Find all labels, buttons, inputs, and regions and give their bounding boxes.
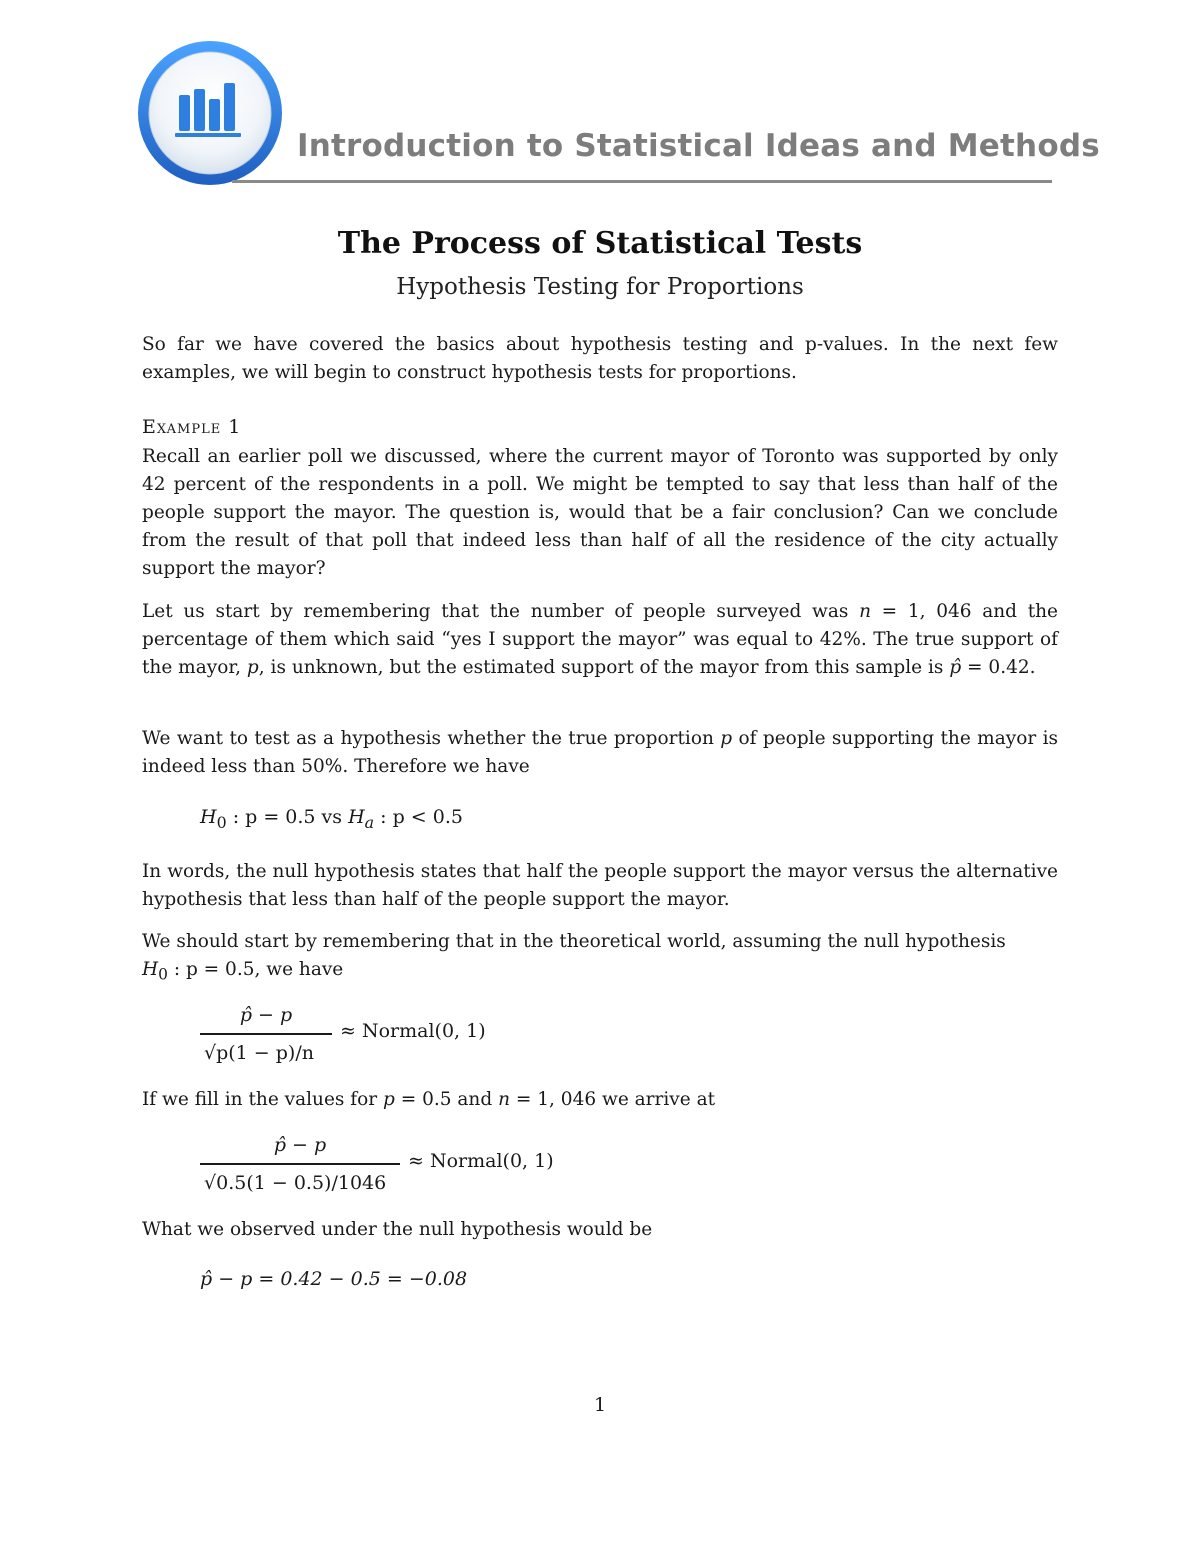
equation-standardized — [200, 1004, 520, 1074]
fraction-bar — [200, 1163, 400, 1165]
document-subtitle: Hypothesis Testing for Proportions — [396, 274, 804, 300]
paragraph-hypothesis: We want to test as a hypothesis whether the true proportion p of people supporting the mayor is indeed less than 50%. Therefore we have — [142, 728, 1058, 777]
document-title: The Process of Statistical Tests — [337, 226, 863, 261]
paragraph-theoretical: We should start by remembering that in the theoretical world, assuming the null hypothesis $H_0$ : p = 0.5, we have — [142, 931, 1006, 984]
equation-rhs: ≈ Normal(0, 1) — [408, 1150, 554, 1172]
equation-filled — [200, 1134, 580, 1204]
paragraph-fill-values: If we fill in the values for p = 0.5 and n = 1, 046 we arrive at — [142, 1089, 716, 1110]
paragraph-in-words: In words, the null hypothesis states that half the people support the mayor versus the alternative hypothesis that less than half of the people support the mayor. — [142, 861, 1058, 910]
hypothesis-equation: $H_0$ : p = 0.5 vs $H_a$ : p < 0.5 — [200, 806, 463, 832]
page-number: 1 — [593, 1394, 607, 1416]
equation-observed: p̂ − p = 0.42 − 0.5 = −0.08 — [200, 1268, 468, 1290]
header-title: Introduction to Statistical Ideas and Methods — [297, 128, 1100, 164]
header — [0, 0, 1200, 200]
bar-chart-icon — [135, 38, 285, 188]
intro-paragraph: So far we have covered the basics about hypothesis testing and p-values. In the next few examples, we will begin to construct hypothesis tests for proportions. — [142, 334, 1058, 383]
paragraph-sample: Let us start by remembering that the number of people surveyed was n = 1, 046 and the percentage of them which said “yes I support the mayor” was equal to 42%. The true support of the mayor, p, is unknown, but the estimated support of the mayor from this sample is p̂ = 0.42. — [142, 601, 1058, 678]
paragraph-poll: Recall an earlier poll we discussed, where the current mayor of Toronto was supported by only 42 percent of the respondents in a poll. We might be tempted to say that less than half of the people support the mayor. The question is, would that be a fair conclusion? Can we conclude from the result of that poll that indeed less than half of all the residence of the city actually support the mayor? — [142, 446, 1058, 579]
equation-denominator: √0.5(1 − 0.5)/1046 — [204, 1172, 387, 1194]
example-heading: Example 1 — [142, 416, 242, 438]
header-divider — [232, 180, 1052, 183]
equation-numerator: p̂ − p — [273, 1134, 327, 1156]
equation-numerator: p̂ − p — [239, 1004, 293, 1026]
equation-denominator: √p(1 − p)/n — [204, 1042, 314, 1064]
fraction-bar — [200, 1033, 332, 1035]
equation-rhs: ≈ Normal(0, 1) — [340, 1020, 486, 1042]
paragraph-observed: What we observed under the null hypothesis would be — [142, 1219, 653, 1240]
